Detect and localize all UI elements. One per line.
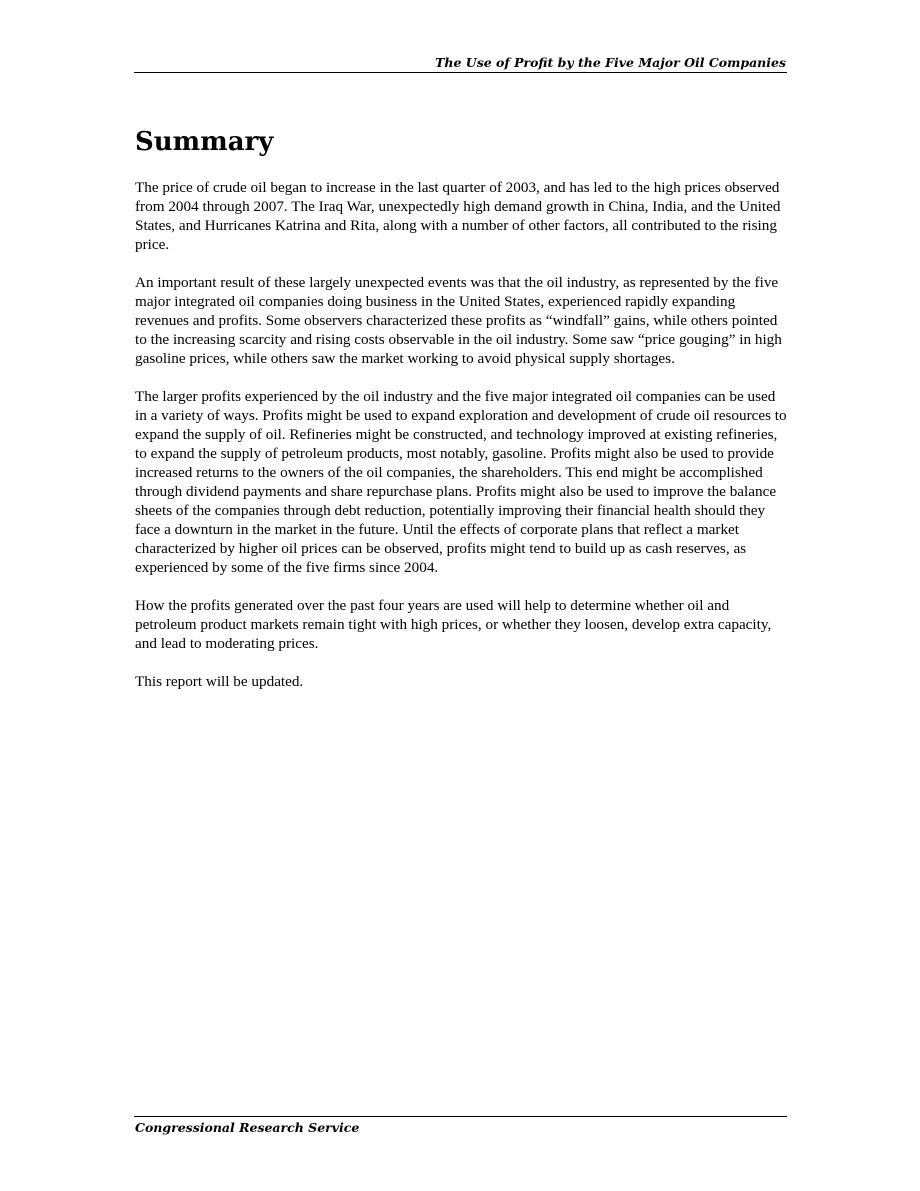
summary-paragraph: How the profits generated over the past four years are used will help to determine whether oil and petroleum product markets remain tight with high prices, or whether they loosen, develop extra capacity, and lead to moderating prices. — [135, 597, 772, 652]
header-divider — [134, 72, 787, 73]
summary-paragraph: The price of crude oil began to increase in the last quarter of 2003, and has led to the high prices observed from 2004 through 2007. The Iraq War, unexpectedly high demand growth in China, India, and the United States, and Hurricanes Katrina and Rita, along with a number of other factors, all contributed to the rising price. — [135, 179, 781, 253]
running-footer-source: Congressional Research Service — [135, 1120, 360, 1135]
section-heading: Summary — [135, 127, 274, 157]
summary-body — [135, 178, 790, 710]
summary-paragraph: The larger profits experienced by the oil industry and the five major integrated oil companies can be used in a variety of ways. Profits might be used to expand exploration and development of crude oil resources to expand the supply of oil. Refineries might be constructed, and technology improved at existing refineries, to expand the supply of petroleum products, most notably, gasoline. Profits might also be used to provide increased returns to the owners of the oil companies, the shareholders. This end might be accomplished through dividend payments and share repurchase plans. Profits might also be used to improve the balance sheets of the companies through debt reduction, potentially improving their financial health should they face a downturn in the market in the future. Until the effects of corporate plans that reflect a market characterized by higher oil prices can be observed, profits might tend to build up as cash reserves, as experienced by some of the five firms since 2004. — [135, 388, 787, 576]
footer-divider — [134, 1116, 787, 1117]
running-header-title: The Use of Profit by the Five Major Oil Companies — [435, 55, 786, 70]
summary-paragraph: An important result of these largely unexpected events was that the oil industry, as represented by the five major integrated oil companies doing business in the United States, experienced rapidly expanding revenues and profits. Some observers characterized these profits as “windfall” gains, while others pointed to the increasing scarcity and rising costs observable in the oil industry. Some saw “price gouging” in high gasoline prices, while others saw the market working to avoid physical supply shortages. — [135, 274, 782, 367]
summary-paragraph: This report will be updated. — [135, 673, 304, 690]
